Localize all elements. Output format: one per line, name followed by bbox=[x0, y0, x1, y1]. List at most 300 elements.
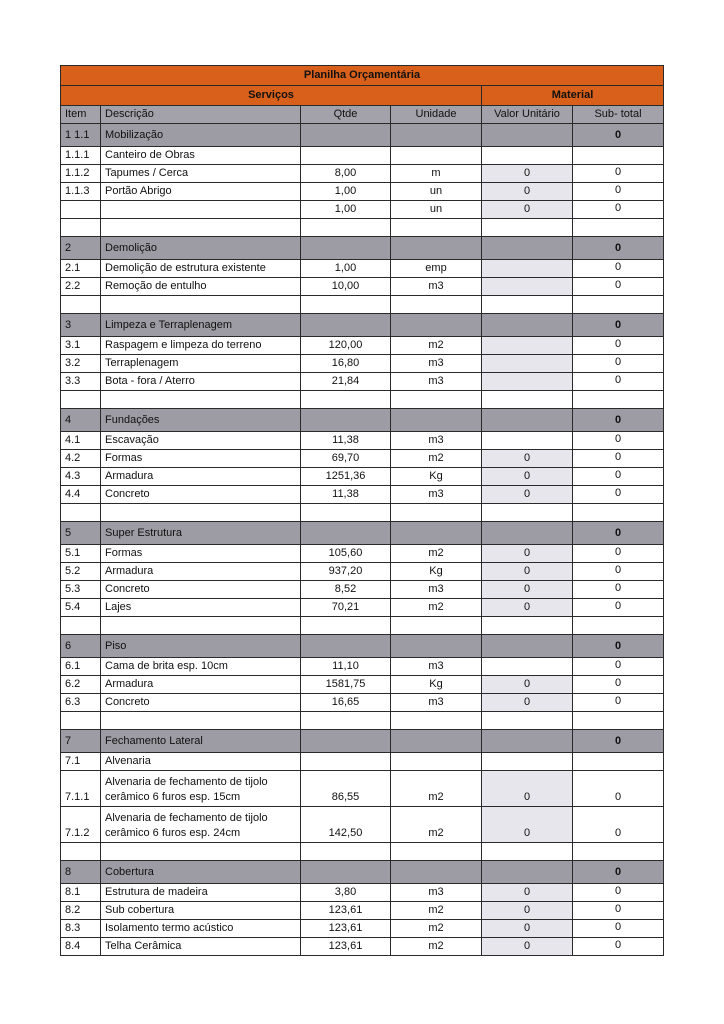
empty-cell bbox=[573, 843, 664, 861]
section-qtde bbox=[301, 861, 391, 884]
empty-cell bbox=[61, 843, 101, 861]
item-cell: 8.1 bbox=[61, 884, 101, 902]
subtotal-cell: 0 bbox=[573, 486, 664, 504]
subtotal-cell: 0 bbox=[573, 165, 664, 183]
subtotal-cell: 0 bbox=[573, 183, 664, 201]
table-row bbox=[61, 165, 664, 183]
valor-unitario-input[interactable]: 0 bbox=[482, 807, 573, 843]
item-cell: 4.4 bbox=[61, 486, 101, 504]
section-unidade bbox=[391, 124, 482, 147]
section-subtotal: 0 bbox=[573, 124, 664, 147]
table-row bbox=[61, 147, 664, 165]
table-row bbox=[61, 450, 664, 468]
table-row bbox=[61, 753, 664, 771]
item-cell: 5.2 bbox=[61, 563, 101, 581]
col-header-qtde: Qtde bbox=[301, 106, 391, 124]
section-subtotal: 0 bbox=[573, 314, 664, 337]
description-cell: Armadura bbox=[101, 468, 301, 486]
empty-cell bbox=[301, 219, 391, 237]
section-valor-unitario bbox=[482, 522, 573, 545]
table-row bbox=[61, 278, 664, 296]
qtde-cell: 142,50 bbox=[301, 807, 391, 843]
spacer-row bbox=[61, 617, 664, 635]
empty-cell bbox=[101, 712, 301, 730]
empty-cell bbox=[482, 617, 573, 635]
item-cell: 6.1 bbox=[61, 658, 101, 676]
section-item: 1 1.1 bbox=[61, 124, 101, 147]
item-cell: 7.1.1 bbox=[61, 771, 101, 807]
table-row bbox=[61, 373, 664, 391]
section-title: Demolição bbox=[101, 237, 301, 260]
item-cell: 8.4 bbox=[61, 938, 101, 956]
table-row bbox=[61, 676, 664, 694]
table-row bbox=[61, 260, 664, 278]
empty-cell bbox=[61, 712, 101, 730]
description-cell: Portão Abrigo bbox=[101, 183, 301, 201]
unidade-cell: m2 bbox=[391, 902, 482, 920]
empty-cell bbox=[101, 391, 301, 409]
valor-unitario-input[interactable]: 0 bbox=[482, 581, 573, 599]
empty-cell bbox=[482, 391, 573, 409]
section-unidade bbox=[391, 730, 482, 753]
section-title: Super Estrutura bbox=[101, 522, 301, 545]
spacer-row bbox=[61, 712, 664, 730]
section-title: Mobilização bbox=[101, 124, 301, 147]
empty-cell bbox=[101, 617, 301, 635]
subtotal-cell: 0 bbox=[573, 807, 664, 843]
description-cell: Estrutura de madeira bbox=[101, 884, 301, 902]
empty-cell bbox=[573, 391, 664, 409]
empty-cell bbox=[573, 617, 664, 635]
empty-cell bbox=[101, 504, 301, 522]
unidade-cell: m2 bbox=[391, 545, 482, 563]
valor-unitario-input[interactable] bbox=[482, 355, 573, 373]
qtde-cell: 1581,75 bbox=[301, 676, 391, 694]
spacer-row bbox=[61, 843, 664, 861]
valor-unitario-input[interactable]: 0 bbox=[482, 771, 573, 807]
col-header-unidade: Unidade bbox=[391, 106, 482, 124]
section-row bbox=[61, 409, 664, 432]
empty-cell bbox=[301, 504, 391, 522]
empty-cell bbox=[101, 296, 301, 314]
qtde-cell: 86,55 bbox=[301, 771, 391, 807]
valor-unitario-input[interactable] bbox=[482, 373, 573, 391]
item-cell: 4.2 bbox=[61, 450, 101, 468]
subtotal-cell: 0 bbox=[573, 884, 664, 902]
valor-unitario-input[interactable]: 0 bbox=[482, 165, 573, 183]
section-valor-unitario bbox=[482, 314, 573, 337]
empty-cell bbox=[482, 504, 573, 522]
subtotal-cell: 0 bbox=[573, 599, 664, 617]
unidade-cell: m3 bbox=[391, 373, 482, 391]
qtde-cell: 1251,36 bbox=[301, 468, 391, 486]
description-cell: Formas bbox=[101, 545, 301, 563]
section-unidade bbox=[391, 314, 482, 337]
valor-unitario-input[interactable]: 0 bbox=[482, 201, 573, 219]
empty-cell bbox=[482, 296, 573, 314]
item-cell: 6.2 bbox=[61, 676, 101, 694]
section-valor-unitario bbox=[482, 237, 573, 260]
subtotal-cell: 0 bbox=[573, 260, 664, 278]
unidade-cell: m3 bbox=[391, 658, 482, 676]
section-subtotal: 0 bbox=[573, 409, 664, 432]
section-row bbox=[61, 237, 664, 260]
empty-cell bbox=[301, 296, 391, 314]
subtotal-cell bbox=[573, 753, 664, 771]
valor-unitario-input[interactable]: 0 bbox=[482, 183, 573, 201]
subtotal-cell: 0 bbox=[573, 450, 664, 468]
subtotal-cell: 0 bbox=[573, 201, 664, 219]
item-cell: 1.1.2 bbox=[61, 165, 101, 183]
subtotal-cell: 0 bbox=[573, 432, 664, 450]
empty-cell bbox=[391, 296, 482, 314]
title-row bbox=[61, 66, 664, 86]
empty-cell bbox=[482, 843, 573, 861]
section-unidade bbox=[391, 861, 482, 884]
section-valor-unitario bbox=[482, 124, 573, 147]
valor-unitario-input[interactable] bbox=[482, 753, 573, 771]
valor-unitario-input[interactable]: 0 bbox=[482, 676, 573, 694]
qtde-cell: 1,00 bbox=[301, 201, 391, 219]
empty-cell bbox=[301, 391, 391, 409]
unidade-cell: m2 bbox=[391, 337, 482, 355]
unidade-cell: un bbox=[391, 201, 482, 219]
section-subtotal: 0 bbox=[573, 730, 664, 753]
section-unidade bbox=[391, 237, 482, 260]
qtde-cell: 11,38 bbox=[301, 432, 391, 450]
budget-spreadsheet bbox=[60, 65, 664, 956]
table-row bbox=[61, 771, 664, 807]
qtde-cell: 69,70 bbox=[301, 450, 391, 468]
qtde-cell: 8,00 bbox=[301, 165, 391, 183]
empty-cell bbox=[391, 391, 482, 409]
description-cell: Concreto bbox=[101, 694, 301, 712]
item-cell: 4.1 bbox=[61, 432, 101, 450]
col-header-descricao: Descrição bbox=[101, 106, 301, 124]
section-qtde bbox=[301, 730, 391, 753]
section-item: 6 bbox=[61, 635, 101, 658]
description-cell: Lajes bbox=[101, 599, 301, 617]
valor-unitario-input[interactable]: 0 bbox=[482, 902, 573, 920]
table-row bbox=[61, 658, 664, 676]
qtde-cell: 123,61 bbox=[301, 920, 391, 938]
subtotal-cell: 0 bbox=[573, 373, 664, 391]
subtotal-cell: 0 bbox=[573, 938, 664, 956]
valor-unitario-input[interactable]: 0 bbox=[482, 450, 573, 468]
section-subtotal: 0 bbox=[573, 861, 664, 884]
qtde-cell: 1,00 bbox=[301, 260, 391, 278]
qtde-cell bbox=[301, 753, 391, 771]
valor-unitario-input[interactable]: 0 bbox=[482, 545, 573, 563]
qtde-cell: 123,61 bbox=[301, 938, 391, 956]
table-row bbox=[61, 563, 664, 581]
valor-unitario-input[interactable] bbox=[482, 432, 573, 450]
table-row bbox=[61, 807, 664, 843]
item-cell: 3.2 bbox=[61, 355, 101, 373]
item-cell: 2.1 bbox=[61, 260, 101, 278]
valor-unitario-input[interactable]: 0 bbox=[482, 599, 573, 617]
section-item: 3 bbox=[61, 314, 101, 337]
table-row bbox=[61, 920, 664, 938]
subtotal-cell: 0 bbox=[573, 545, 664, 563]
qtde-cell: 937,20 bbox=[301, 563, 391, 581]
item-cell: 3.3 bbox=[61, 373, 101, 391]
section-title: Cobertura bbox=[101, 861, 301, 884]
valor-unitario-input[interactable] bbox=[482, 658, 573, 676]
item-cell: 1.1.3 bbox=[61, 183, 101, 201]
item-cell: 3.1 bbox=[61, 337, 101, 355]
group-header-row bbox=[61, 86, 664, 106]
unidade-cell: Kg bbox=[391, 676, 482, 694]
unidade-cell: m3 bbox=[391, 486, 482, 504]
description-cell: Alvenaria de fechamento de tijolo cerâmico 6 furos esp. 24cm bbox=[101, 807, 301, 843]
subtotal-cell: 0 bbox=[573, 658, 664, 676]
empty-cell bbox=[391, 843, 482, 861]
qtde-cell: 123,61 bbox=[301, 902, 391, 920]
table-row bbox=[61, 884, 664, 902]
unidade-cell bbox=[391, 147, 482, 165]
table-row bbox=[61, 337, 664, 355]
qtde-cell: 16,65 bbox=[301, 694, 391, 712]
empty-cell bbox=[301, 617, 391, 635]
unidade-cell: m2 bbox=[391, 938, 482, 956]
section-valor-unitario bbox=[482, 409, 573, 432]
empty-cell bbox=[101, 219, 301, 237]
qtde-cell bbox=[301, 147, 391, 165]
material-group-header: Material bbox=[482, 86, 664, 106]
item-cell: 1.1.1 bbox=[61, 147, 101, 165]
section-subtotal: 0 bbox=[573, 237, 664, 260]
sheet-title: Planilha Orçamentária bbox=[61, 66, 664, 86]
description-cell: Bota - fora / Aterro bbox=[101, 373, 301, 391]
empty-cell bbox=[61, 617, 101, 635]
item-cell: 6.3 bbox=[61, 694, 101, 712]
section-qtde bbox=[301, 409, 391, 432]
section-item: 4 bbox=[61, 409, 101, 432]
description-cell: Remoção de entulho bbox=[101, 278, 301, 296]
qtde-cell: 70,21 bbox=[301, 599, 391, 617]
description-cell: Armadura bbox=[101, 563, 301, 581]
section-unidade bbox=[391, 522, 482, 545]
description-cell: Alvenaria de fechamento de tijolo cerâmico 6 furos esp. 15cm bbox=[101, 771, 301, 807]
table-row bbox=[61, 183, 664, 201]
col-header-item: Item bbox=[61, 106, 101, 124]
valor-unitario-input[interactable]: 0 bbox=[482, 563, 573, 581]
unidade-cell: un bbox=[391, 183, 482, 201]
section-item: 7 bbox=[61, 730, 101, 753]
section-unidade bbox=[391, 409, 482, 432]
empty-cell bbox=[573, 712, 664, 730]
qtde-cell: 8,52 bbox=[301, 581, 391, 599]
description-cell: Cama de brita esp. 10cm bbox=[101, 658, 301, 676]
qtde-cell: 3,80 bbox=[301, 884, 391, 902]
section-item: 5 bbox=[61, 522, 101, 545]
empty-cell bbox=[573, 296, 664, 314]
description-cell: Demolição de estrutura existente bbox=[101, 260, 301, 278]
unidade-cell: m3 bbox=[391, 432, 482, 450]
empty-cell bbox=[482, 219, 573, 237]
unidade-cell: m2 bbox=[391, 771, 482, 807]
subtotal-cell: 0 bbox=[573, 563, 664, 581]
table-row bbox=[61, 581, 664, 599]
unidade-cell: m bbox=[391, 165, 482, 183]
item-cell: 5.4 bbox=[61, 599, 101, 617]
unidade-cell: m3 bbox=[391, 355, 482, 373]
section-subtotal: 0 bbox=[573, 522, 664, 545]
unidade-cell: Kg bbox=[391, 468, 482, 486]
qtde-cell: 21,84 bbox=[301, 373, 391, 391]
table-row bbox=[61, 902, 664, 920]
valor-unitario-input[interactable]: 0 bbox=[482, 486, 573, 504]
valor-unitario-input[interactable] bbox=[482, 260, 573, 278]
item-cell: 7.1 bbox=[61, 753, 101, 771]
spacer-row bbox=[61, 219, 664, 237]
section-qtde bbox=[301, 314, 391, 337]
valor-unitario-input[interactable] bbox=[482, 147, 573, 165]
services-group-header: Serviços bbox=[61, 86, 482, 106]
valor-unitario-input[interactable]: 0 bbox=[482, 884, 573, 902]
empty-cell bbox=[301, 843, 391, 861]
section-qtde bbox=[301, 522, 391, 545]
section-row bbox=[61, 522, 664, 545]
item-cell: 7.1.2 bbox=[61, 807, 101, 843]
subtotal-cell: 0 bbox=[573, 920, 664, 938]
col-header-valor-unitario: Valor Unitário bbox=[482, 106, 573, 124]
subtotal-cell: 0 bbox=[573, 468, 664, 486]
section-unidade bbox=[391, 635, 482, 658]
item-cell: 4.3 bbox=[61, 468, 101, 486]
section-row bbox=[61, 314, 664, 337]
empty-cell bbox=[301, 712, 391, 730]
col-header-subtotal: Sub- total bbox=[573, 106, 664, 124]
qtde-cell: 10,00 bbox=[301, 278, 391, 296]
description-cell: Terraplenagem bbox=[101, 355, 301, 373]
unidade-cell bbox=[391, 753, 482, 771]
table-row bbox=[61, 468, 664, 486]
section-qtde bbox=[301, 237, 391, 260]
section-title: Limpeza e Terraplenagem bbox=[101, 314, 301, 337]
table-row bbox=[61, 355, 664, 373]
description-cell: Alvenaria bbox=[101, 753, 301, 771]
unidade-cell: m3 bbox=[391, 694, 482, 712]
description-cell: Canteiro de Obras bbox=[101, 147, 301, 165]
item-cell: 2.2 bbox=[61, 278, 101, 296]
unidade-cell: Kg bbox=[391, 563, 482, 581]
unidade-cell: m3 bbox=[391, 884, 482, 902]
item-cell: 8.3 bbox=[61, 920, 101, 938]
valor-unitario-input[interactable] bbox=[482, 337, 573, 355]
section-row bbox=[61, 861, 664, 884]
table-row bbox=[61, 201, 664, 219]
empty-cell bbox=[391, 504, 482, 522]
qtde-cell: 11,38 bbox=[301, 486, 391, 504]
section-subtotal: 0 bbox=[573, 635, 664, 658]
description-cell: Armadura bbox=[101, 676, 301, 694]
empty-cell bbox=[482, 712, 573, 730]
description-cell: Concreto bbox=[101, 581, 301, 599]
table-row bbox=[61, 486, 664, 504]
subtotal-cell bbox=[573, 147, 664, 165]
description-cell: Isolamento termo acústico bbox=[101, 920, 301, 938]
section-qtde bbox=[301, 635, 391, 658]
empty-cell bbox=[61, 504, 101, 522]
description-cell: Telha Cerâmica bbox=[101, 938, 301, 956]
subtotal-cell: 0 bbox=[573, 581, 664, 599]
empty-cell bbox=[391, 219, 482, 237]
item-cell: 8.2 bbox=[61, 902, 101, 920]
subtotal-cell: 0 bbox=[573, 902, 664, 920]
subtotal-cell: 0 bbox=[573, 694, 664, 712]
subtotal-cell: 0 bbox=[573, 337, 664, 355]
description-cell: Concreto bbox=[101, 486, 301, 504]
spacer-row bbox=[61, 391, 664, 409]
qtde-cell: 11,10 bbox=[301, 658, 391, 676]
valor-unitario-input[interactable]: 0 bbox=[482, 468, 573, 486]
empty-cell bbox=[61, 219, 101, 237]
description-cell: Formas bbox=[101, 450, 301, 468]
section-valor-unitario bbox=[482, 635, 573, 658]
item-cell: 5.3 bbox=[61, 581, 101, 599]
item-cell: 5.1 bbox=[61, 545, 101, 563]
subtotal-cell: 0 bbox=[573, 771, 664, 807]
qtde-cell: 16,80 bbox=[301, 355, 391, 373]
empty-cell bbox=[391, 712, 482, 730]
empty-cell bbox=[61, 391, 101, 409]
section-valor-unitario bbox=[482, 861, 573, 884]
unidade-cell: m2 bbox=[391, 807, 482, 843]
table-row bbox=[61, 694, 664, 712]
unidade-cell: m2 bbox=[391, 450, 482, 468]
valor-unitario-input[interactable]: 0 bbox=[482, 920, 573, 938]
qtde-cell: 1,00 bbox=[301, 183, 391, 201]
section-qtde bbox=[301, 124, 391, 147]
empty-cell bbox=[61, 296, 101, 314]
section-title: Piso bbox=[101, 635, 301, 658]
qtde-cell: 105,60 bbox=[301, 545, 391, 563]
subtotal-cell: 0 bbox=[573, 278, 664, 296]
section-title: Fechamento Lateral bbox=[101, 730, 301, 753]
unidade-cell: m2 bbox=[391, 920, 482, 938]
table-row bbox=[61, 938, 664, 956]
empty-cell bbox=[573, 504, 664, 522]
spacer-row bbox=[61, 504, 664, 522]
item-cell bbox=[61, 201, 101, 219]
section-row bbox=[61, 730, 664, 753]
table-row bbox=[61, 432, 664, 450]
valor-unitario-input[interactable]: 0 bbox=[482, 938, 573, 956]
valor-unitario-input[interactable]: 0 bbox=[482, 694, 573, 712]
description-cell: Tapumes / Cerca bbox=[101, 165, 301, 183]
section-row bbox=[61, 124, 664, 147]
section-item: 2 bbox=[61, 237, 101, 260]
subtotal-cell: 0 bbox=[573, 355, 664, 373]
table-row bbox=[61, 599, 664, 617]
valor-unitario-input[interactable] bbox=[482, 278, 573, 296]
section-title: Fundações bbox=[101, 409, 301, 432]
unidade-cell: emp bbox=[391, 260, 482, 278]
section-valor-unitario bbox=[482, 730, 573, 753]
description-cell bbox=[101, 201, 301, 219]
spacer-row bbox=[61, 296, 664, 314]
unidade-cell: m2 bbox=[391, 599, 482, 617]
empty-cell bbox=[573, 219, 664, 237]
unidade-cell: m3 bbox=[391, 278, 482, 296]
empty-cell bbox=[101, 843, 301, 861]
qtde-cell: 120,00 bbox=[301, 337, 391, 355]
unidade-cell: m3 bbox=[391, 581, 482, 599]
description-cell: Escavação bbox=[101, 432, 301, 450]
column-header-row bbox=[61, 106, 664, 124]
